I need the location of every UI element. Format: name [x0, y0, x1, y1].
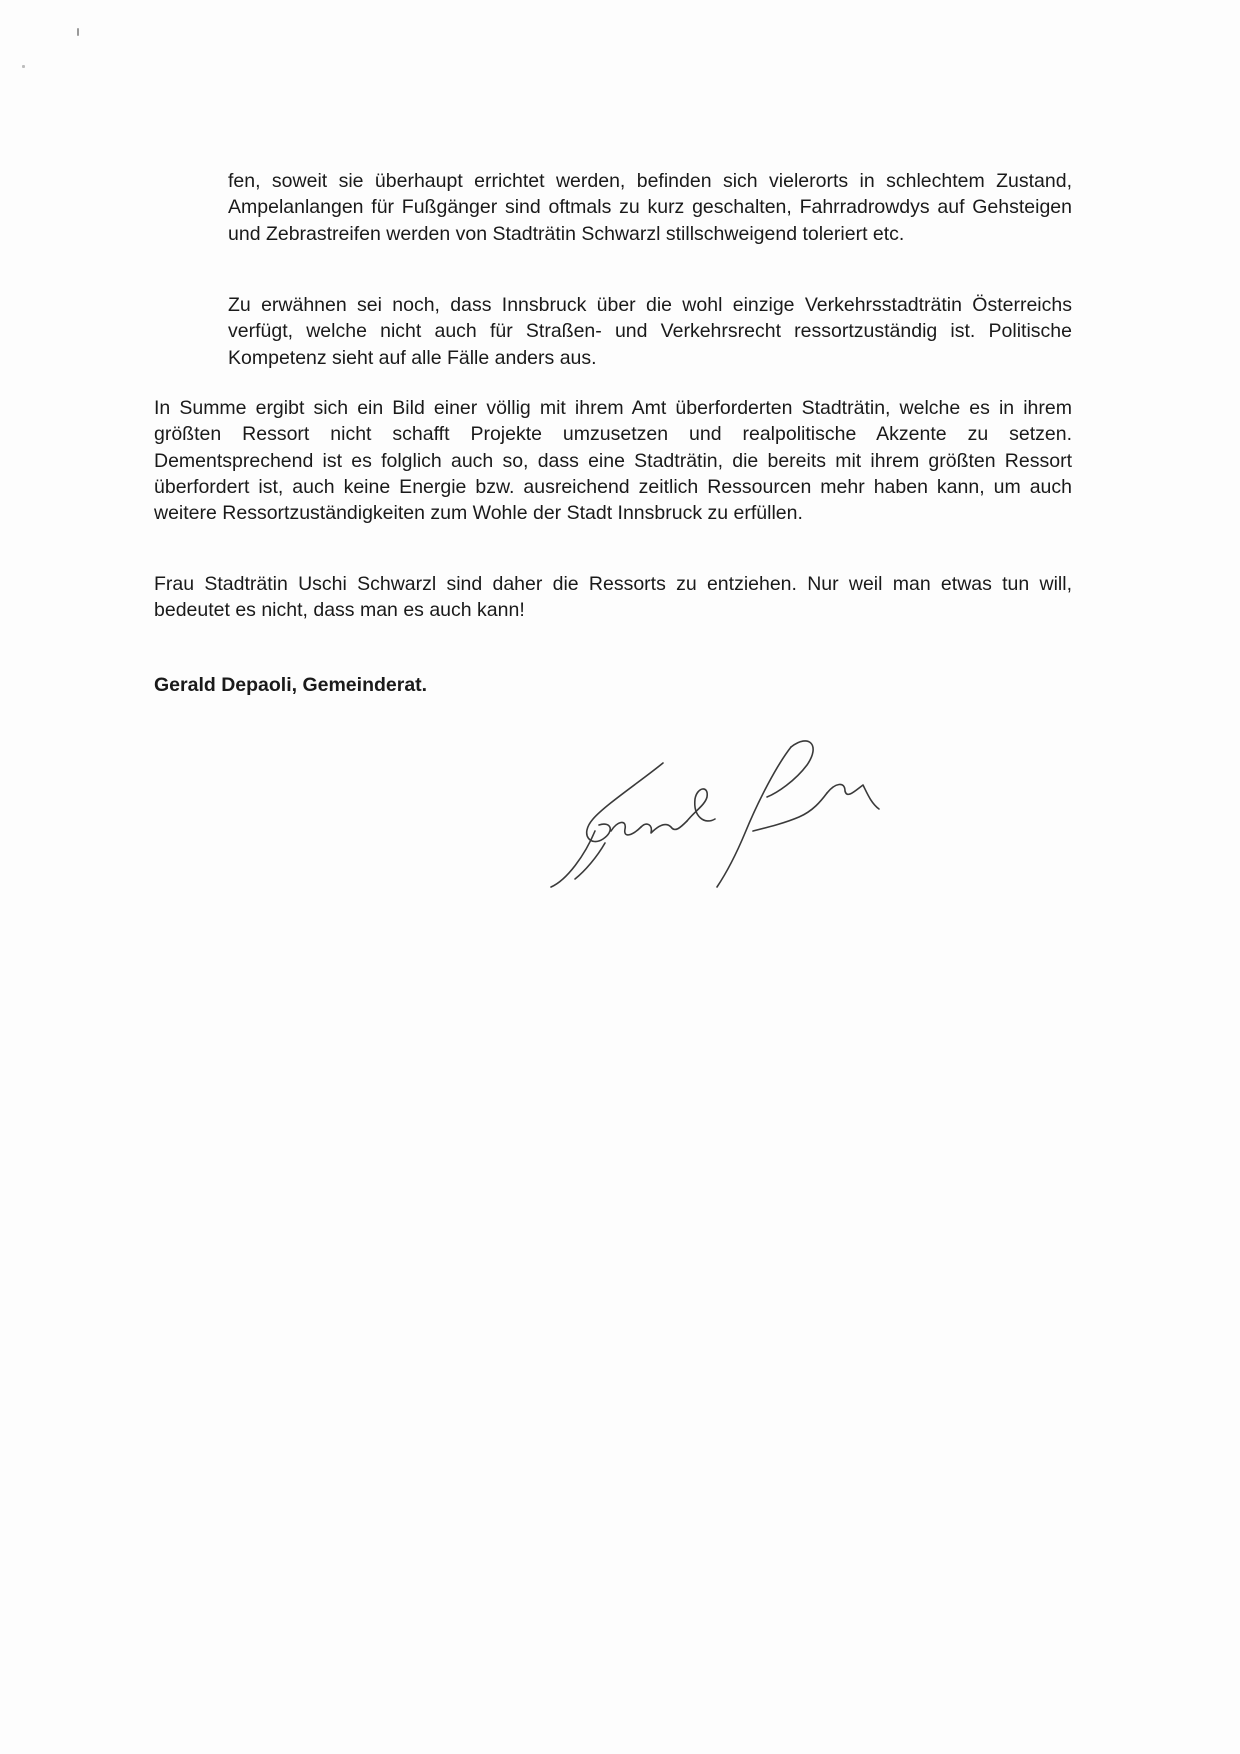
paragraph-conclusion: Frau Stadträtin Uschi Schwarzl sind daher die Ressorts zu entziehen. Nur weil man etwas tun will, bedeutet es nicht, dass man es auch kann!: [154, 573, 1072, 622]
scan-artifact: [22, 65, 25, 68]
handwritten-signature-icon: [545, 735, 935, 895]
scan-artifact: [77, 28, 79, 36]
paragraph-continuation: fen, soweit sie überhaupt errichtet werden, befinden sich vielerorts in schlechtem Zustand, Ampelanlangen für Fußgänger sind oftmals zu kurz geschalten, Fahrradrowdys auf Gehsteigen und Zebrastreifen werden von Stadträtin Schwarzl stillschweigend toleriert etc.: [228, 170, 1072, 245]
paragraph-summary: In Summe ergibt sich ein Bild einer völlig mit ihrem Amt überforderten Stadträtin, welche es in ihrem größten Ressort nicht schafft Projekte umzusetzen und realpolitische Akzente zu setzen. Dementsprechend ist es folglich auch so, dass eine Stadträtin, die bereits mit ihrem größten Ressort überfordert ist, auch keine Energie bzw. ausreichend zeitlich Ressourcen mehr haben kann, um auch weitere Ressortzuständigkeiten zum Wohle der Stadt Innsbruck zu erfüllen.: [154, 397, 1072, 525]
paragraph-note: Zu erwähnen sei noch, dass Innsbruck über die wohl einzige Verkehrsstadträtin Österreichs verfügt, welche nicht auch für Straßen- und Verkehrsrecht ressortzuständig ist. Politische Kompetenz sieht auf alle Fälle anders aus.: [228, 294, 1072, 369]
signoff-name: Gerald Depaoli, Gemeinderat.: [154, 674, 428, 696]
